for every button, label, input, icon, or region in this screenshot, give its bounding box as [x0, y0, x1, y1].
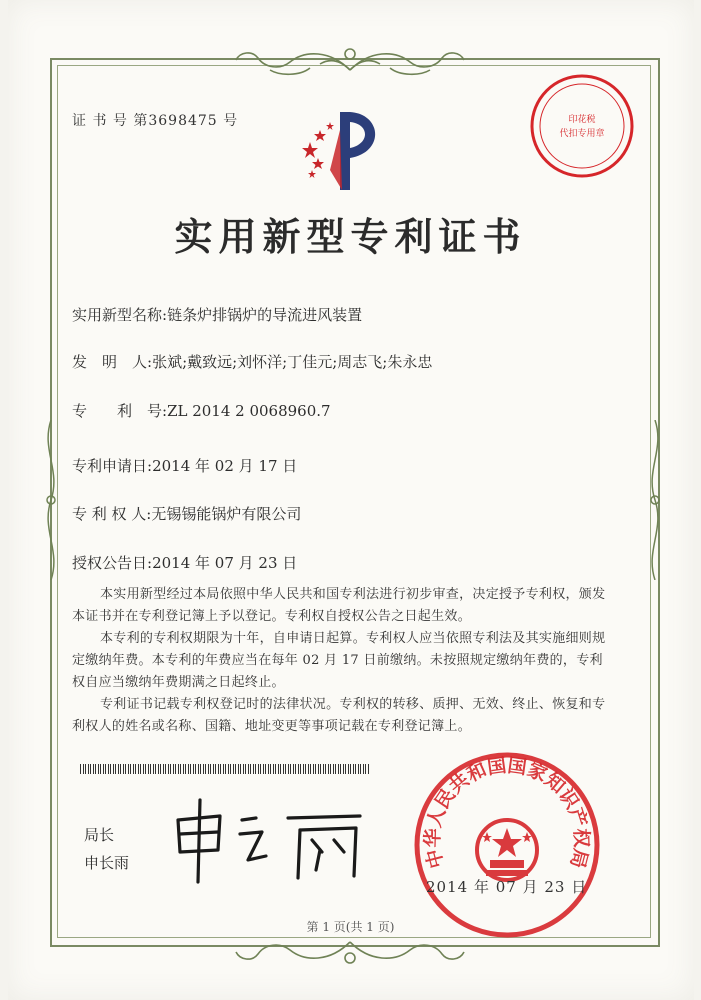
paragraph-3: 专利证书记载专利权登记时的法律状况。专利权的转移、质押、无效、终止、恢复和专利权人的姓名或名称、国籍、地址变更等事项记载在专利登记簿上。 — [72, 697, 606, 734]
field-utility-model-name — [72, 304, 362, 325]
patent-office-logo — [290, 100, 390, 200]
certificate-body — [72, 584, 612, 738]
barcode — [80, 764, 370, 774]
field-application-date — [72, 455, 297, 476]
field-patent-number — [72, 400, 331, 421]
field-grant-date — [72, 552, 297, 573]
field-label: 授权公告日: — [72, 554, 153, 572]
svg-text:印花税: 印花税 — [568, 115, 596, 125]
top-ornament — [210, 40, 490, 80]
field-label: 专 利 号: — [72, 402, 168, 420]
page-footer: 第 1 页(共 1 页) — [306, 920, 395, 934]
signatory-name: 申长雨 — [84, 854, 130, 872]
field-label: 专 利 权 人: — [72, 505, 152, 523]
field-patentee — [72, 503, 301, 524]
field-label: 实用新型名称: — [72, 306, 168, 324]
paragraph-1: 本实用新型经过本局依照中华人民共和国专利法进行初步审查，决定授予专利权，颁发本证书并在专利登记簿上予以登记。专利权自授权公告之日起生效。 — [72, 587, 606, 624]
field-inventors — [72, 351, 432, 372]
svg-text:代扣专用章: 代扣专用章 — [559, 129, 605, 139]
certificate-number: 证 书 号 第3698475 号 — [72, 113, 239, 129]
certificate-title: 实用新型专利证书 — [174, 214, 527, 259]
handwritten-signature — [170, 790, 380, 890]
field-value: 2014 年 02 月 17 日 — [152, 457, 298, 475]
national-ip-administration-seal — [412, 750, 602, 940]
paragraph-2: 本专利的专利权期限为十年，自申请日起算。专利权人应当依照专利法及其实施细则规定缴纳年费。本专利的年费应当在每年 02 月 17 日前缴纳。未按照规定缴纳年费的，专利权自应当缴纳年费期满之日起终止。 — [72, 631, 606, 690]
field-value: 2014 年 07 月 23 日 — [152, 554, 298, 572]
signatory-title: 局长 — [84, 826, 115, 844]
right-ornament — [640, 420, 670, 580]
stamp-duty-seal — [528, 72, 636, 180]
field-label: 专利申请日: — [72, 457, 153, 475]
field-value: ZL 2014 2 0068960.7 — [167, 402, 331, 420]
field-value: 无锡锡能锅炉有限公司 — [151, 505, 302, 523]
field-label: 发 明 人: — [72, 353, 153, 371]
field-value: 张斌;戴致远;刘怀洋;丁佳元;周志飞;朱永忠 — [152, 353, 433, 371]
left-ornament — [36, 420, 66, 580]
seal-date: 2014 年 07 月 23 日 — [426, 878, 588, 896]
field-value: 链条炉排锅炉的导流进风装置 — [167, 306, 363, 324]
svg-text:中华人民共和国国家知识产权局: 中华人民共和国国家知识产权局 — [421, 754, 593, 871]
